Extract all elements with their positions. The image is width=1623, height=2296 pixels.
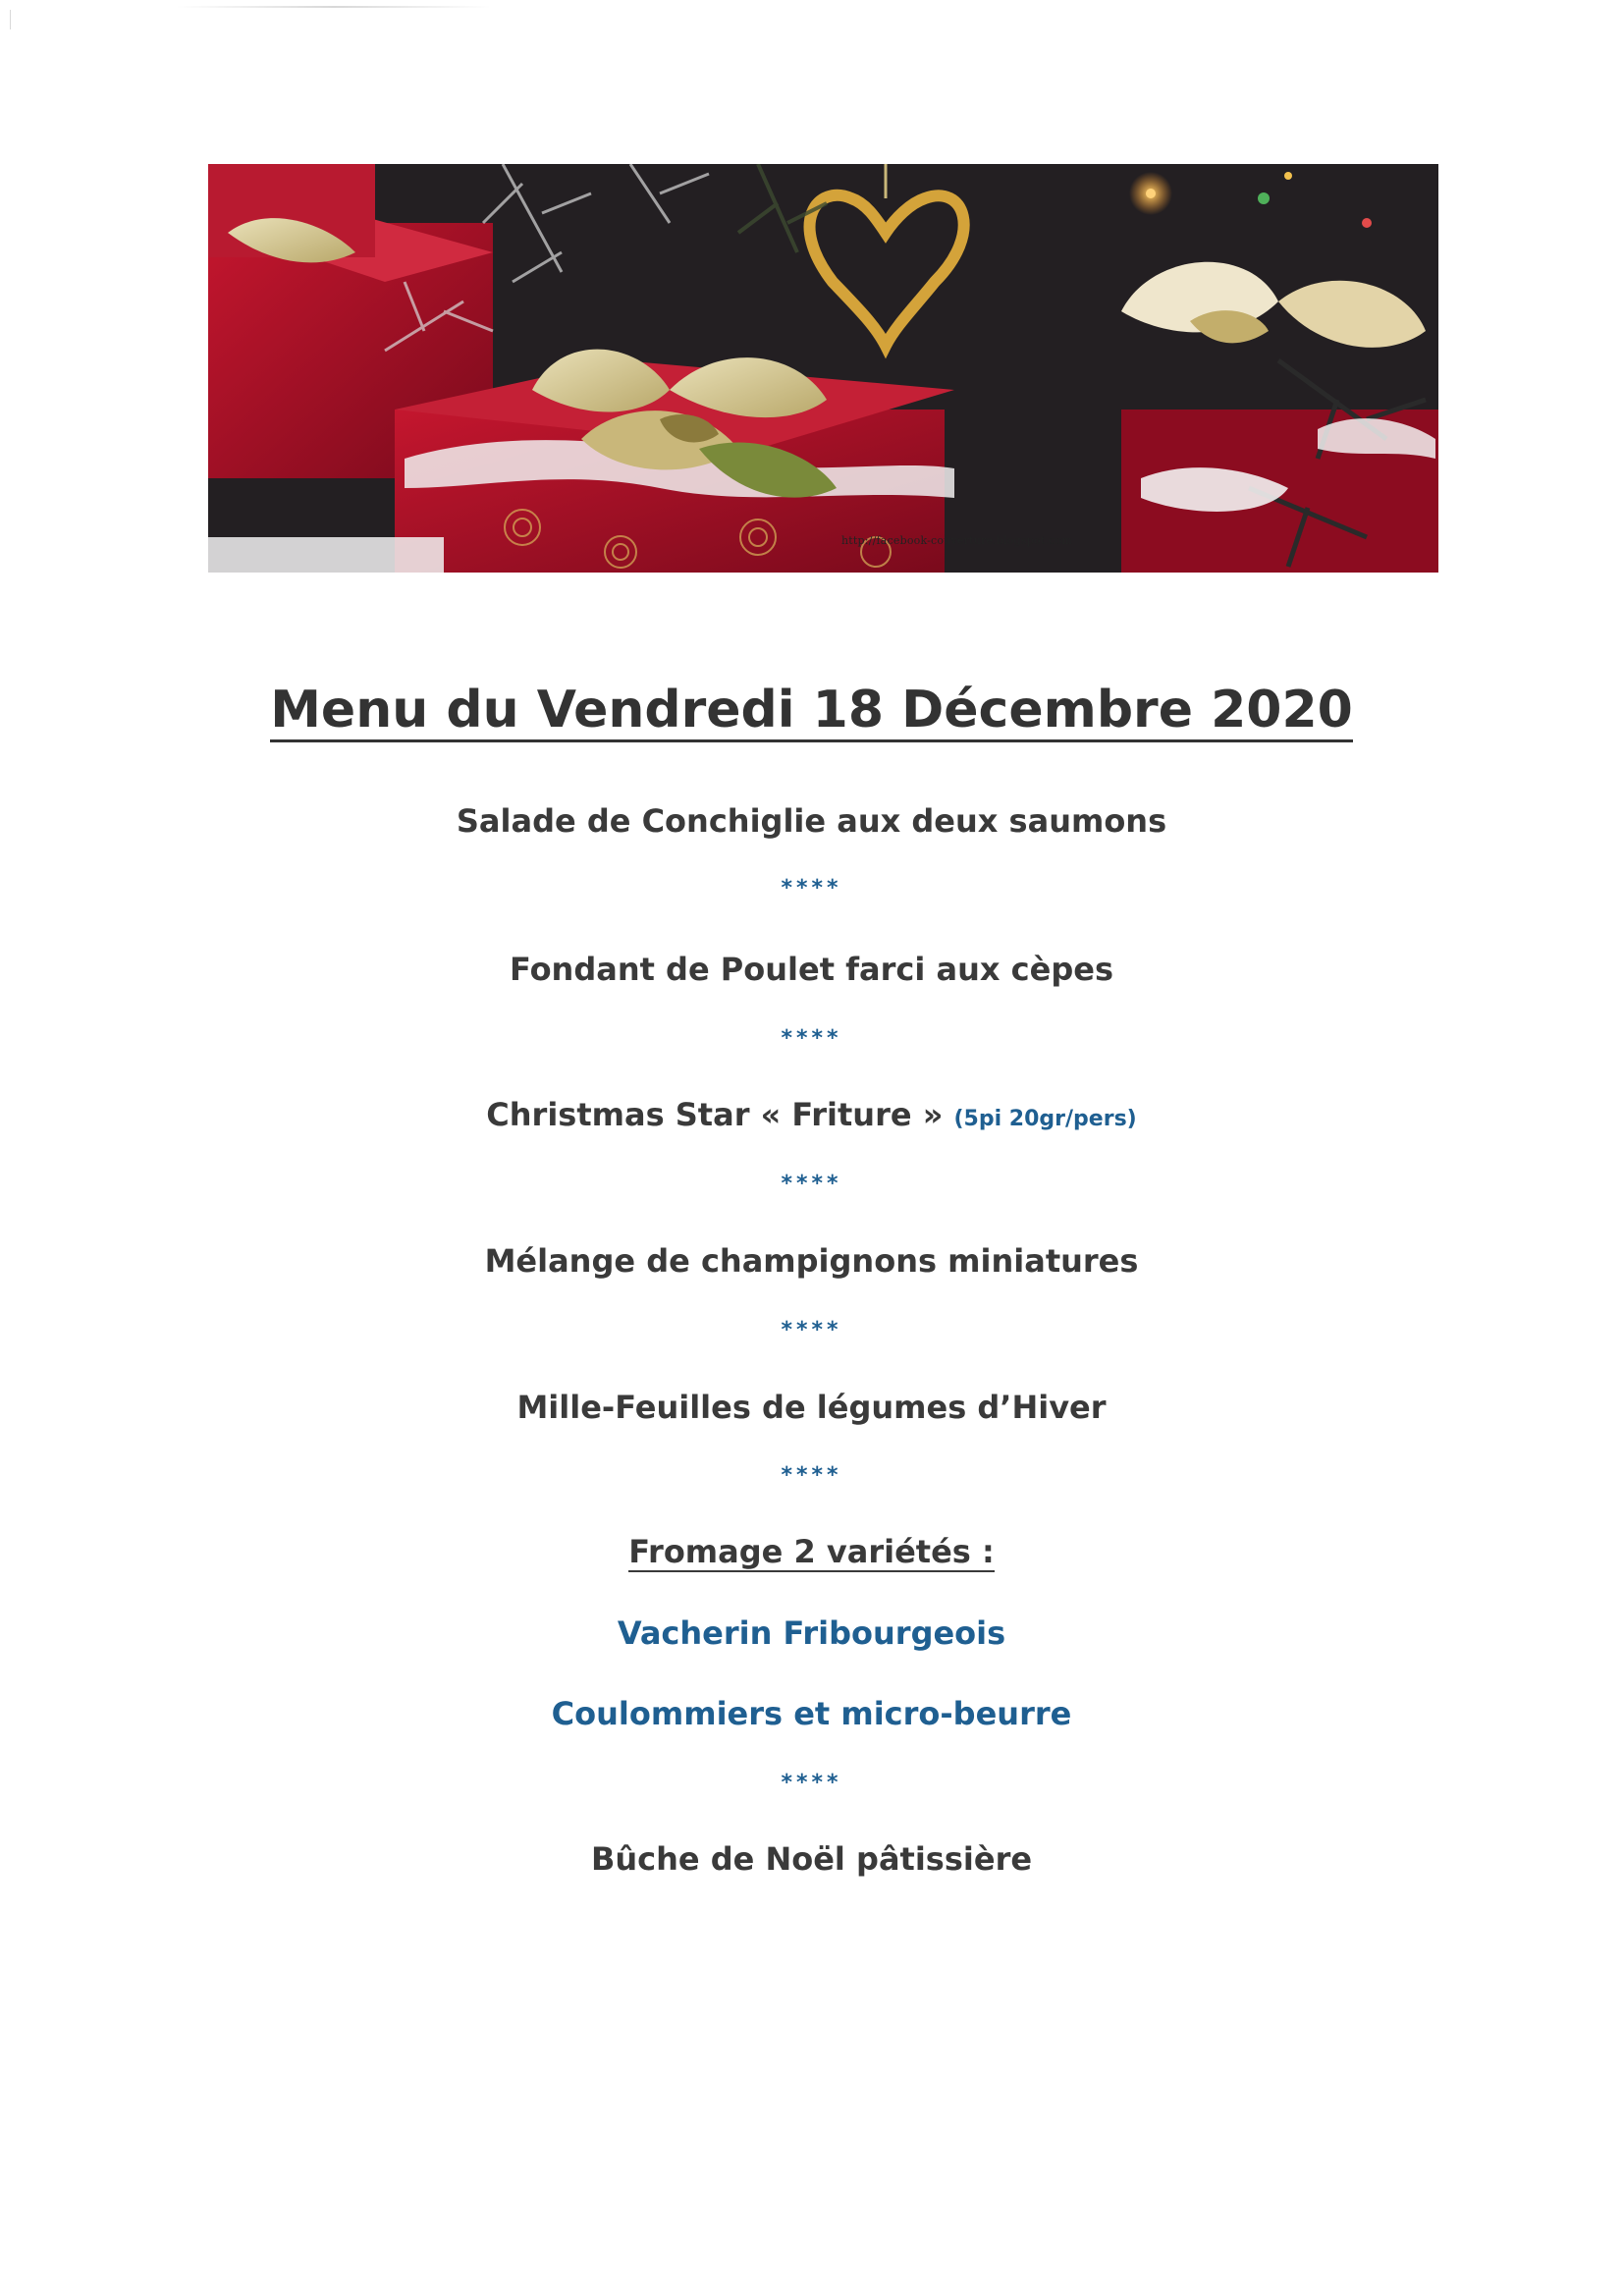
cheese-vacherin: Vacherin Fribourgeois bbox=[617, 1614, 1006, 1652]
separator: **** bbox=[781, 1172, 842, 1196]
scan-artifact bbox=[10, 10, 11, 29]
banner-watermark: http://facebook-couverture.blogspot.com bbox=[841, 534, 1072, 547]
menu-title-text: Menu du Vendredi 18 Décembre 2020 bbox=[270, 681, 1353, 742]
cheese-heading bbox=[0, 1532, 1623, 1571]
cheese-heading-text: Fromage 2 variétés : bbox=[628, 1533, 995, 1570]
dish-fish-label: Christmas Star « Friture » bbox=[486, 1096, 944, 1133]
dish-fish-note: (5pi 20gr/pers) bbox=[953, 1107, 1137, 1131]
separator: **** bbox=[781, 1026, 842, 1051]
separator: **** bbox=[781, 1771, 842, 1795]
scan-artifact bbox=[177, 6, 491, 8]
banner-illustration bbox=[208, 164, 1438, 573]
dish-side-vegetables: Mille-Feuilles de légumes d’Hiver bbox=[516, 1389, 1107, 1426]
dish-dessert: Bûche de Noël pâtissière bbox=[590, 1840, 1033, 1878]
cheese-coulommiers: Coulommiers et micro-beurre bbox=[551, 1695, 1072, 1732]
separator: **** bbox=[781, 1318, 842, 1342]
christmas-banner-image bbox=[208, 164, 1438, 573]
dish-fish bbox=[0, 1095, 1623, 1139]
separator: **** bbox=[781, 1463, 842, 1488]
separator: **** bbox=[781, 876, 842, 901]
menu-title bbox=[0, 681, 1623, 742]
dish-side-mushrooms: Mélange de champignons miniatures bbox=[484, 1242, 1139, 1280]
dish-main: Fondant de Poulet farci aux cèpes bbox=[510, 951, 1113, 988]
dish-starter: Salade de Conchiglie aux deux saumons bbox=[456, 802, 1167, 840]
